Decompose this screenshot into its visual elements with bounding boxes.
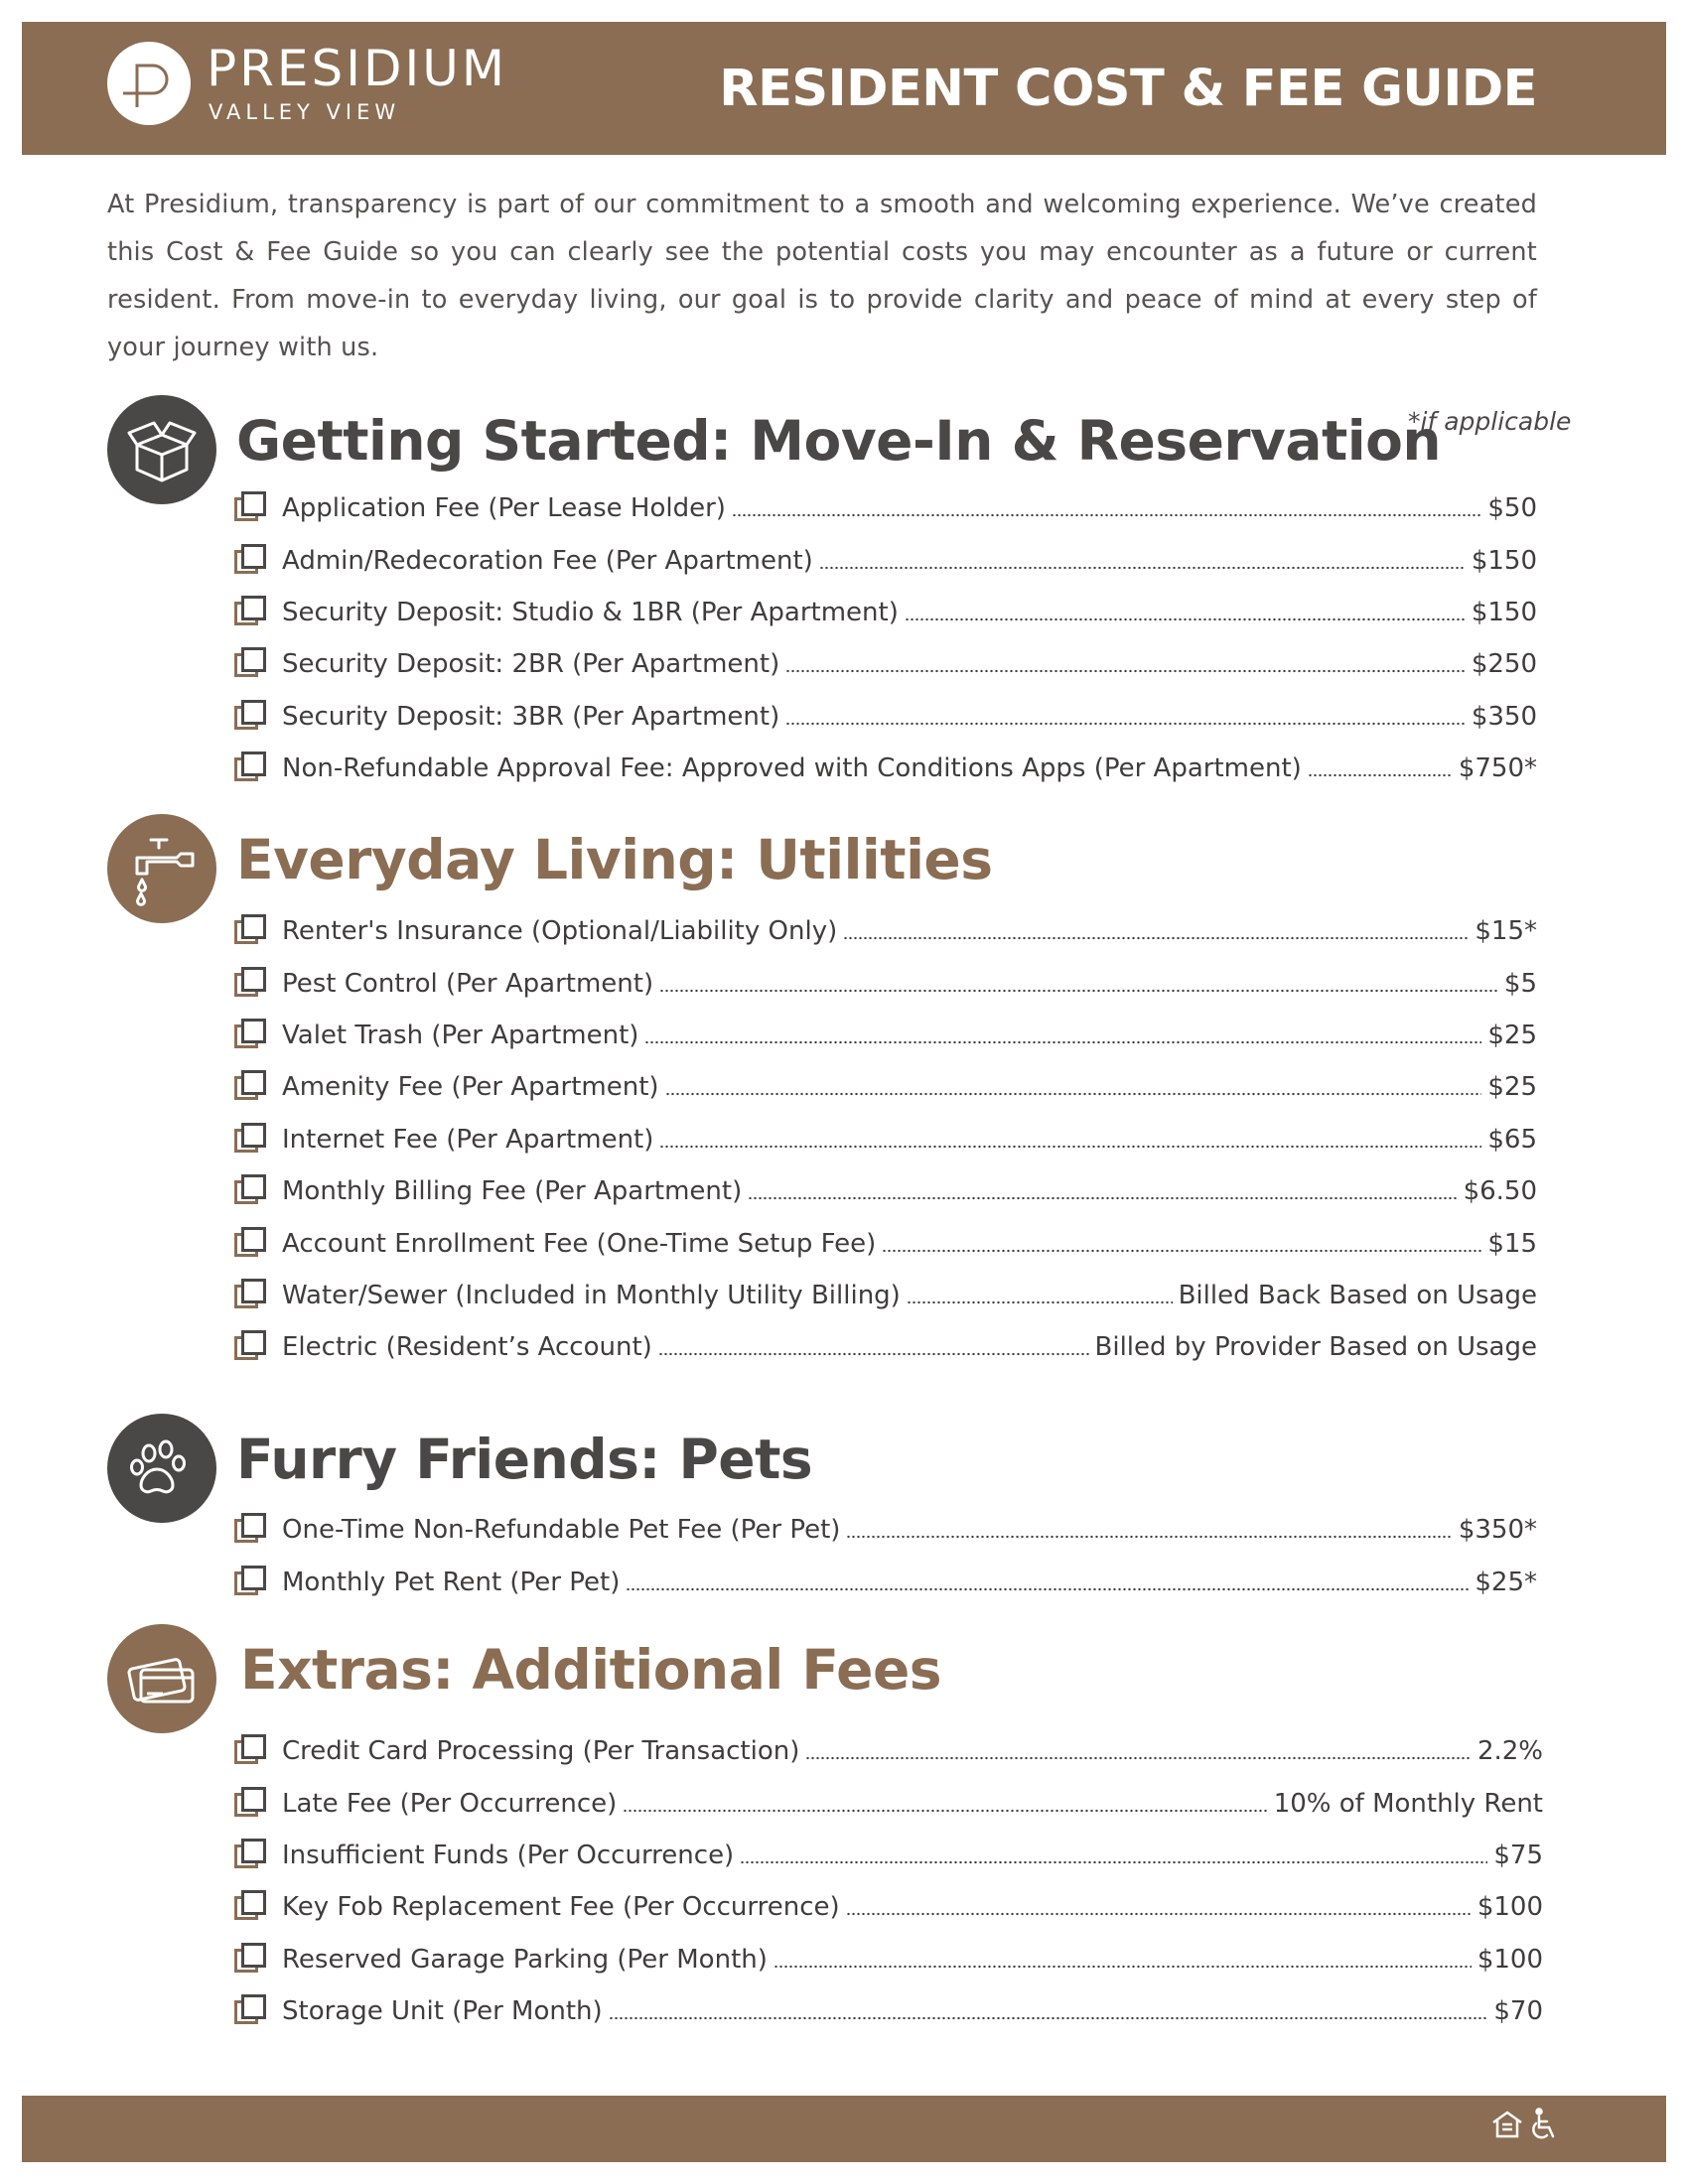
fee-label: Insufficient Funds (Per Occurrence) [282,1840,735,1870]
checkbox-icon [234,1279,268,1312]
header-bar [22,22,1666,155]
fee-label: Admin/Redecoration Fee (Per Apartment) [282,545,813,576]
dot-leader [785,722,1466,726]
checkbox-icon [234,1070,268,1104]
dot-leader [846,1912,1472,1916]
checkbox-icon [234,1839,268,1872]
fee-label: Security Deposit: 3BR (Per Apartment) [282,701,780,732]
document-title: RESIDENT COST & FEE GUIDE [719,60,1537,118]
wheelchair-accessible-icon [1529,2108,1559,2141]
fee-label: Key Fob Replacement Fee (Per Occurrence) [282,1892,840,1923]
presidium-logo-icon [107,42,191,125]
list-item [234,1725,1543,1777]
intro-paragraph: At Presidium, transparency is part of our commitment to a smooth and welcoming experience. We’ve created this Cost & Fee Guide so you can clearly see the potential costs you may encounter as a future or current resident. From move-in to everyday living, our goal is to provide clarity and peace of mind at every step of your journey with us. [107,190,1537,362]
checkbox-icon [234,1994,268,2028]
checkbox-icon [234,596,268,629]
fee-value: Billed Back Based on Usage [1178,1280,1537,1310]
dot-leader [644,1040,1481,1044]
dot-leader [658,1352,1089,1356]
fee-value: $5 [1503,968,1537,999]
dot-leader [659,1145,1481,1149]
fee-value: Billed by Provider Based on Usage [1094,1332,1537,1363]
checkbox-icon [234,1734,268,1768]
fee-list-move-in [234,482,1537,794]
paw-print-icon [107,1414,216,1523]
fee-label: One-Time Non-Refundable Pet Fee (Per Pet) [282,1515,841,1546]
dot-leader [905,617,1466,621]
fee-value: $50 [1487,493,1537,524]
list-item [234,1165,1537,1217]
checkbox-icon [234,1566,268,1599]
list-item [234,691,1537,743]
fee-value: $15* [1475,916,1537,947]
fee-list-utilities [234,905,1537,1374]
fee-label: Pest Control (Per Apartment) [282,968,654,999]
list-item [234,1830,1543,1881]
list-item [234,587,1537,638]
fee-value: $350* [1458,1515,1537,1546]
footer-bar [22,2096,1666,2162]
dot-leader [740,1860,1487,1864]
checkbox-icon [234,1019,268,1052]
fee-label: Storage Unit (Per Month) [282,1996,603,2027]
checkbox-icon [234,1890,268,1924]
fee-label: Late Fee (Per Occurrence) [282,1788,618,1819]
fee-label: Reserved Garage Parking (Per Month) [282,1944,768,1975]
fee-label: Credit Card Processing (Per Transaction) [282,1736,800,1767]
fee-value: $75 [1493,1840,1543,1870]
section-title-extras: Extras: Additional Fees [240,1638,941,1702]
section-title-utilities: Everyday Living: Utilities [236,828,993,891]
checkbox-icon [234,1787,268,1821]
fee-value: $350 [1471,701,1537,732]
equal-housing-opportunity-icon [1491,2110,1523,2139]
checkbox-icon [234,1330,268,1364]
fee-label: Internet Fee (Per Apartment) [282,1124,654,1155]
dot-leader [1308,773,1453,777]
checkbox-icon [234,1174,268,1208]
checkbox-icon [234,967,268,1001]
dot-leader [846,1535,1452,1539]
fee-value: $750* [1458,753,1537,784]
dot-leader [882,1249,1481,1253]
checkbox-icon [234,491,268,525]
list-item [234,638,1537,690]
list-item [234,1777,1543,1829]
fee-label: Monthly Billing Fee (Per Apartment) [282,1176,743,1207]
fee-label: Amenity Fee (Per Apartment) [282,1072,659,1103]
dot-leader [785,669,1466,673]
list-item [234,482,1537,534]
fee-value: $25 [1487,1020,1537,1050]
list-item [234,957,1537,1009]
fee-value: $15 [1487,1228,1537,1259]
credit-card-icon [107,1624,216,1733]
dot-leader [659,989,1498,993]
list-item [234,1114,1537,1165]
list-item [234,743,1537,794]
fee-value: 10% of Monthly Rent [1273,1788,1543,1819]
fee-label: Account Enrollment Fee (One-Time Setup Fee) [282,1228,877,1259]
open-box-icon [107,395,216,504]
fee-value: $25 [1487,1072,1537,1103]
fee-value: $70 [1493,1996,1543,2027]
list-item [234,534,1537,586]
fee-list-pets [234,1504,1537,1608]
fee-label: Water/Sewer (Included in Monthly Utility Billing) [282,1280,901,1310]
checkbox-icon [234,1227,268,1261]
fee-value: $250 [1471,649,1537,680]
fee-label: Security Deposit: Studio & 1BR (Per Apartment) [282,597,899,627]
checkbox-icon [234,914,268,948]
fee-label: Application Fee (Per Lease Holder) [282,493,726,524]
fee-value: 2.2% [1477,1736,1543,1767]
checkbox-icon [234,544,268,578]
water-faucet-icon [107,814,216,923]
list-item [234,1061,1537,1113]
list-item [234,1270,1537,1321]
list-item [234,1556,1537,1607]
fee-value: $6.50 [1463,1176,1537,1207]
list-item [234,1217,1537,1269]
checkbox-icon [234,647,268,681]
brand-name: PRESIDIUM [207,40,507,97]
checkbox-icon [234,1513,268,1547]
checkbox-icon [234,1943,268,1977]
fee-value: $25* [1475,1567,1537,1597]
list-item [234,1985,1543,2037]
dot-leader [626,1587,1469,1591]
fee-label: Non-Refundable Approval Fee: Approved with Conditions Apps (Per Apartment) [282,753,1302,784]
dot-leader [609,2016,1488,2020]
dot-leader [819,566,1466,570]
checkbox-icon [234,700,268,734]
checkbox-icon [234,751,268,785]
dot-leader [843,936,1469,940]
dot-leader [732,513,1481,517]
fee-label: Valet Trash (Per Apartment) [282,1020,639,1050]
fee-label: Electric (Resident’s Account) [282,1332,652,1363]
list-item [234,1504,1537,1556]
dot-leader [748,1196,1457,1200]
section-title-pets: Furry Friends: Pets [236,1428,813,1491]
section-title-move-in: Getting Started: Move-In & Reservation [236,409,1442,473]
fee-list-extras [234,1725,1543,2037]
brand-subtitle: VALLEY VIEW [209,100,401,124]
fee-value: $150 [1471,597,1537,627]
list-item [234,1321,1537,1373]
dot-leader [805,1756,1472,1760]
list-item [234,1010,1537,1061]
dot-leader [774,1965,1472,1969]
dot-leader [665,1092,1482,1096]
fee-value: $100 [1477,1892,1543,1923]
list-item [234,1934,1543,1985]
checkbox-icon [234,1123,268,1157]
dot-leader [623,1809,1267,1813]
if-applicable-note: *if applicable [1408,407,1572,436]
fee-label: Security Deposit: 2BR (Per Apartment) [282,649,780,680]
fee-value: $65 [1487,1124,1537,1155]
fee-label: Renter's Insurance (Optional/Liability Only) [282,916,838,947]
list-item [234,1881,1543,1933]
dot-leader [907,1300,1173,1304]
fee-value: $150 [1471,545,1537,576]
fee-label: Monthly Pet Rent (Per Pet) [282,1567,621,1597]
fee-value: $100 [1477,1944,1543,1975]
list-item [234,905,1537,957]
